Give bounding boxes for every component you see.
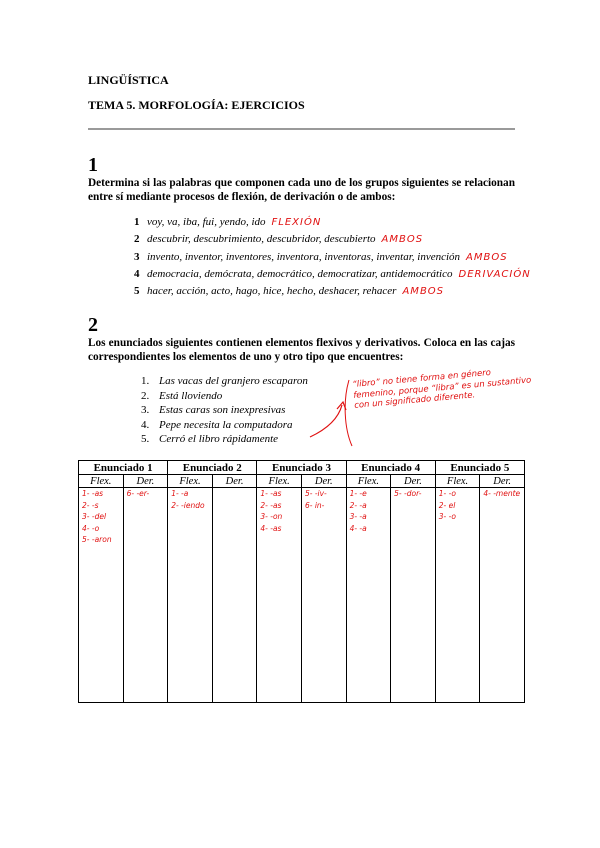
sentence-text: Está lloviendo (159, 389, 223, 402)
item-text: voy, va, iba, fui, yendo, ido (147, 216, 266, 228)
item-number: 1 (134, 216, 140, 228)
flex-header: Flex. (257, 475, 302, 488)
item-number: 5 (134, 285, 140, 298)
section-1-instruction: Determina si las palabras que componen cada uno de los grupos siguientes se relacionan entre sí mediante procesos de flexión, de derivación o de ambos: (88, 177, 515, 203)
sentence-text: Pepe necesita la computadora (159, 418, 293, 431)
flex-header: Flex. (79, 475, 124, 488)
flex-cell (346, 488, 391, 703)
item-number: 1. (141, 375, 150, 387)
item-text: hacer, acción, acto, hago, hice, hecho, deshacer, rehacer (147, 285, 397, 298)
item-text: democracia, demócrata, democrático, democratizar, antidemocrático (147, 267, 453, 280)
section-2-instruction: Los enunciados siguientes contienen elementos flexivos y derivativos. Coloca en las cajas correspondientes los elementos de uno y otro tipo que encuentres: (88, 337, 515, 363)
item-number: 3 (134, 250, 140, 263)
flex-header: Flex. (168, 475, 213, 488)
handwritten-answer: 1- -a 2- -iendo (171, 489, 205, 510)
der-cell (123, 488, 168, 703)
der-header: Der. (391, 475, 436, 488)
column-header: Enunciado 3 (257, 461, 346, 475)
der-header: Der. (123, 475, 168, 488)
handwritten-answer: 5- -iv- 6- in- (304, 489, 327, 510)
handwritten-answer: AMBOS (466, 251, 508, 263)
der-cell (391, 488, 436, 703)
column-header: Enunciado 1 (79, 461, 168, 475)
section-2-number: 2 (88, 314, 98, 336)
handwritten-answer: AMBOS (402, 286, 445, 298)
flex-cell (257, 488, 302, 703)
table-header-row (79, 461, 525, 475)
topic-title: TEMA 5. MORFOLOGÍA: EJERCICIOS (88, 98, 305, 112)
flex-header: Flex. (435, 475, 480, 488)
handwritten-answer: 1- -as 2- -as 3- -on 4- -as (260, 489, 283, 533)
flex-cell (168, 488, 213, 703)
item-number: 5. (141, 433, 150, 445)
flex-cell (435, 488, 480, 703)
subject-title: LINGÜÍSTICA (88, 73, 169, 87)
sentence-text: Las vacas del granjero escaparon (159, 375, 308, 387)
handwritten-answer: 1- -as 2- -s 3- -del 4- -o 5- -aron (82, 489, 112, 544)
der-cell (301, 488, 346, 703)
handwritten-answer: 5- -dor- (394, 489, 422, 498)
der-cell (212, 488, 257, 703)
column-header: Enunciado 2 (168, 461, 257, 475)
handwritten-answer: DERIVACIÓN (458, 268, 531, 280)
item-number: 3. (141, 404, 150, 416)
sentence-text: Estas caras son inexpresivas (159, 404, 286, 416)
der-header: Der. (480, 475, 525, 488)
der-header: Der. (301, 475, 346, 488)
column-header: Enunciado 5 (435, 461, 524, 475)
item-number: 4. (141, 418, 150, 431)
table-subheader-row (79, 475, 525, 488)
item-text: descubrir, descubrimiento, descubridor, descubierto (147, 233, 376, 246)
item-number: 2. (141, 389, 150, 402)
flex-cell (79, 488, 124, 703)
sentence-text: Cerró el libro rápidamente (159, 433, 279, 445)
handwritten-answer: 1- -o 2- el 3- -o (438, 489, 456, 521)
der-header: Der. (212, 475, 257, 488)
handwritten-note: “libro” no tiene forma en género femenino, porque “libra” es un sustantivo con un significado diferente. (352, 367, 532, 411)
item-number: 4 (134, 267, 140, 280)
handwritten-answer: AMBOS (381, 234, 424, 246)
item-text: invento, inventor, inventores, inventora, inventoras, inventar, invención (147, 250, 461, 263)
handwritten-answer: FLEXIÓN (271, 217, 322, 228)
handwritten-answer: 6- -er- (126, 489, 150, 498)
der-cell (480, 488, 525, 703)
item-number: 2 (134, 233, 140, 246)
section-1-number: 1 (88, 154, 98, 176)
handwritten-answer: 1- -e 2- -a 3- -a 4- -a (349, 489, 367, 533)
flex-header: Flex. (346, 475, 391, 488)
handwritten-answer: 4- -mente (483, 489, 521, 498)
column-header: Enunciado 4 (346, 461, 435, 475)
table-row (79, 488, 525, 703)
answer-table (78, 460, 525, 703)
